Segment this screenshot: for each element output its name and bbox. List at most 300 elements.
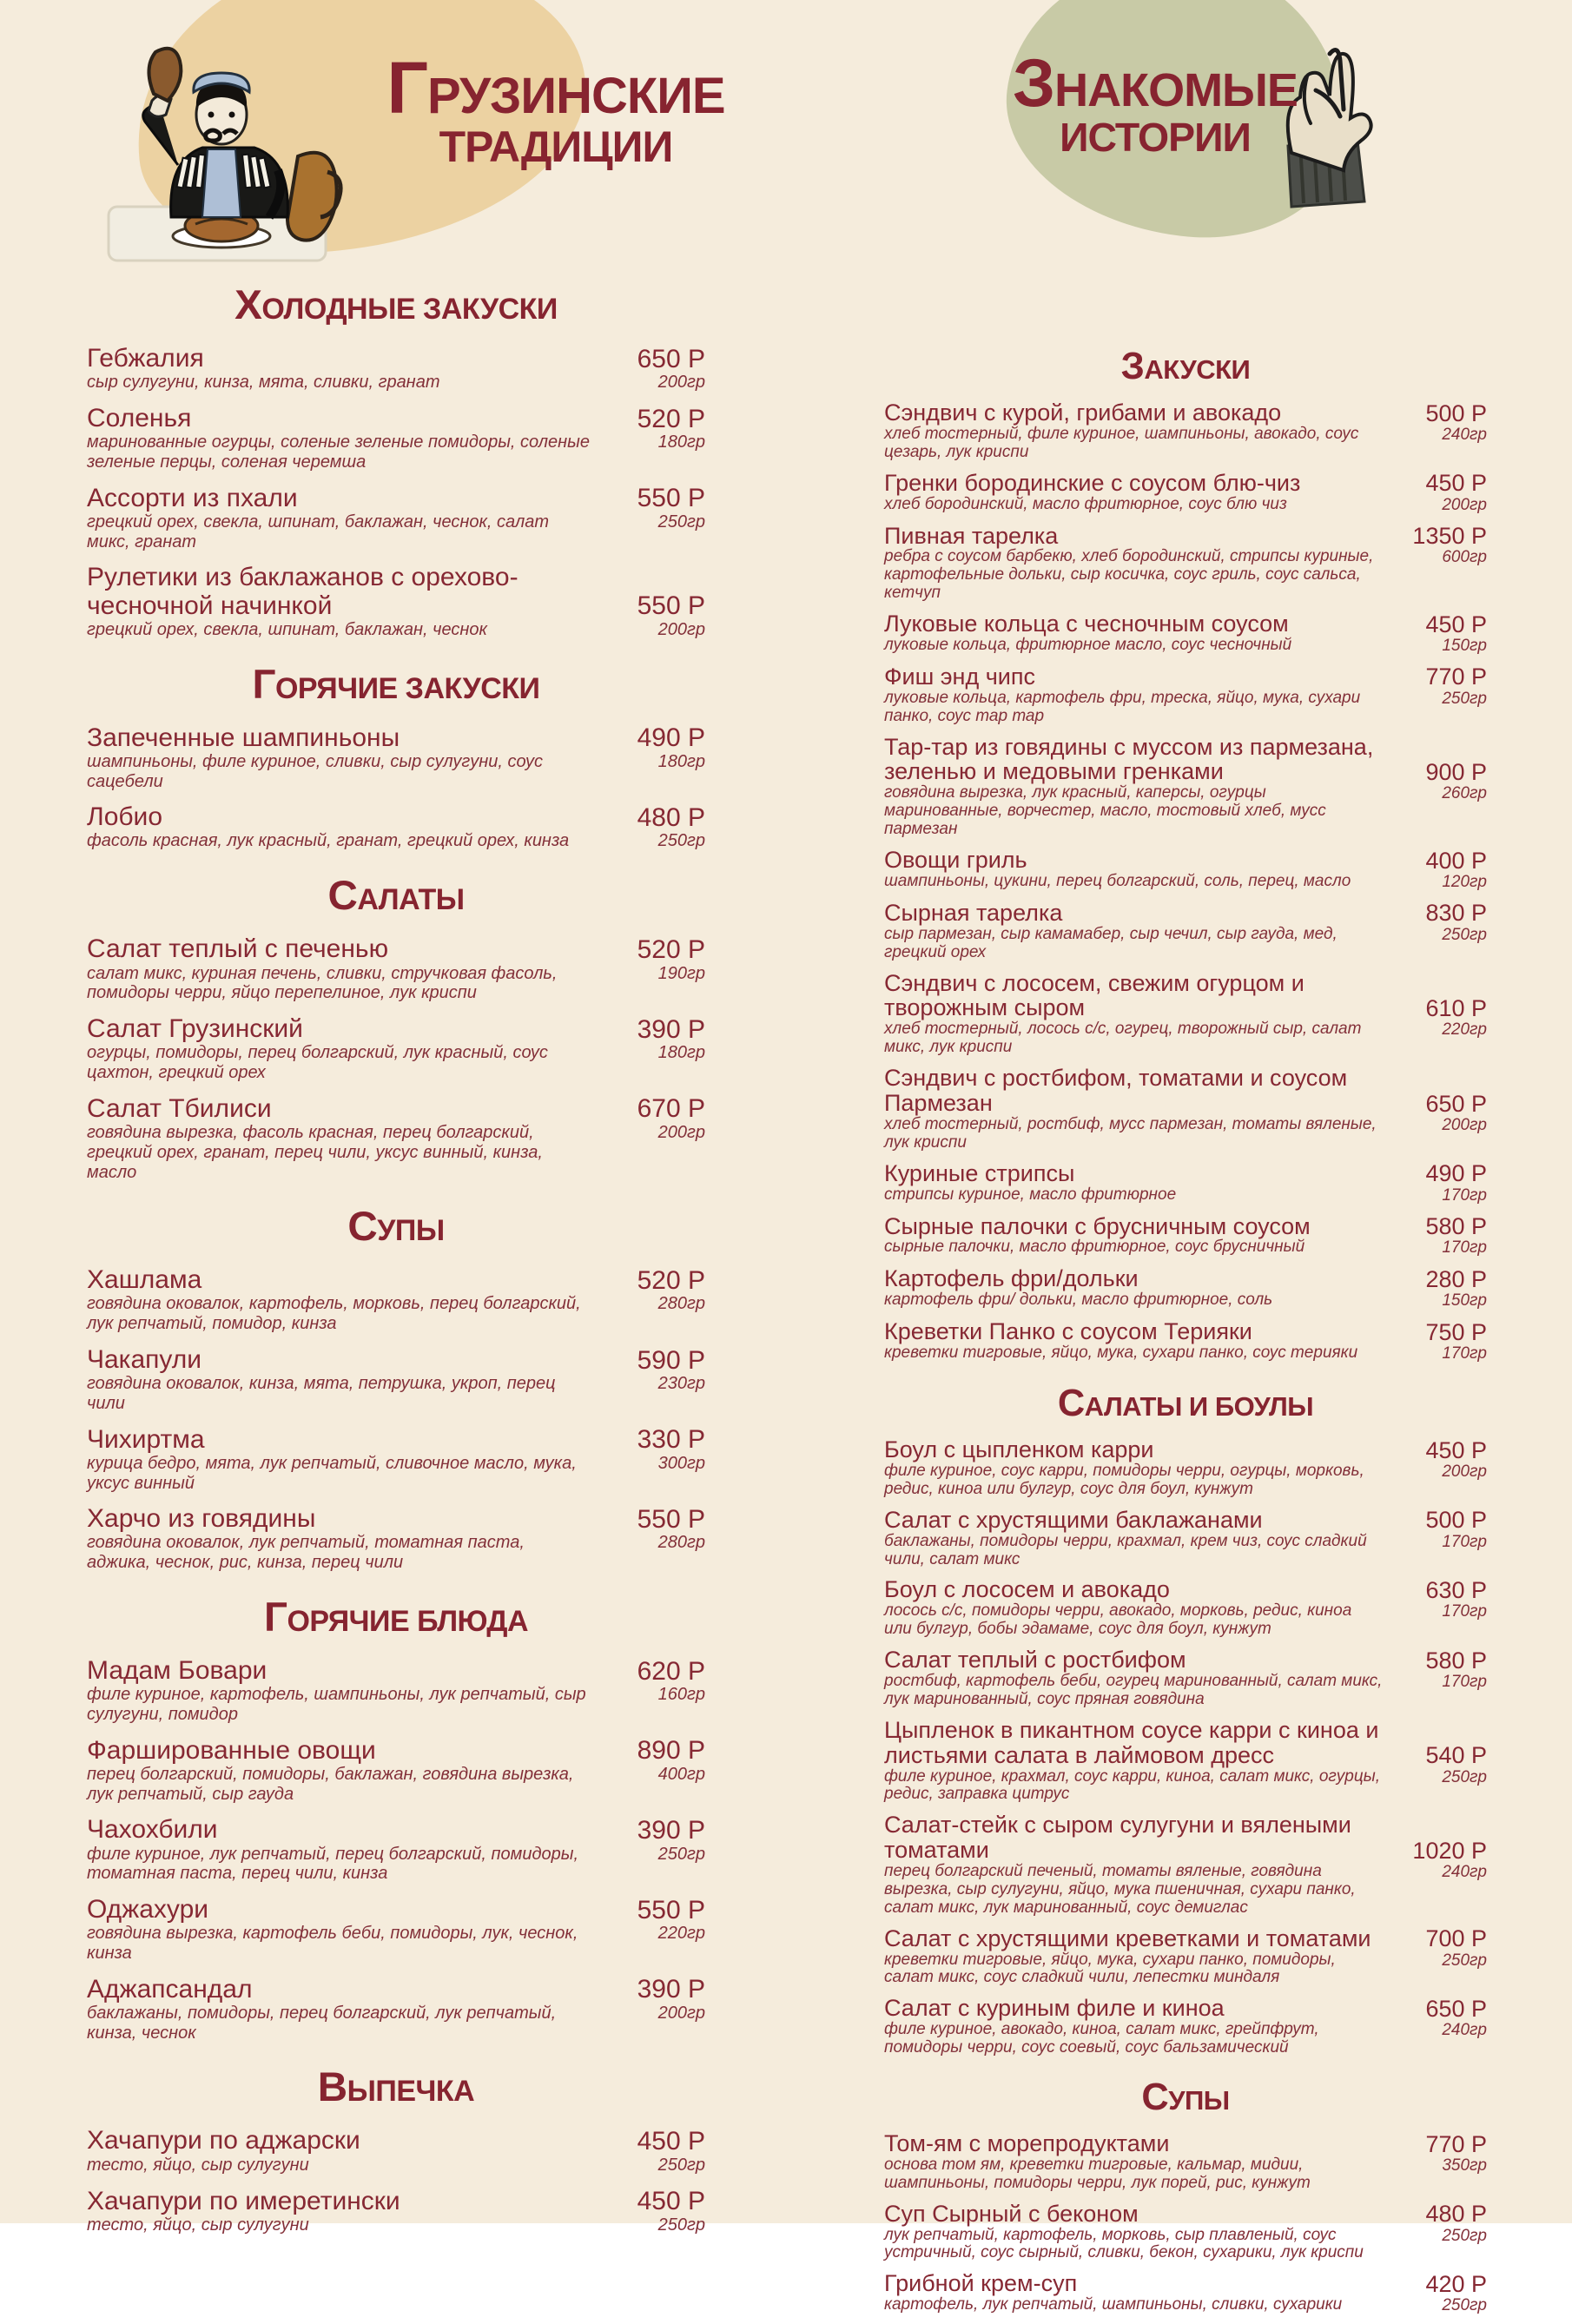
item-description: маринованные огурцы, соленые зеленые помидоры, соленые зеленые перцы, соленая черемша: [87, 432, 590, 472]
item-price: 590 Р: [637, 1345, 705, 1375]
item-desc-weight-row: [884, 496, 1487, 515]
item-name: Чахохбили: [87, 1815, 218, 1845]
item-price: 700 Р: [1425, 1925, 1487, 1952]
item-name-price-row: [884, 848, 1487, 873]
item-name: Фаршированные овощи: [87, 1735, 376, 1765]
item-price: 620 Р: [637, 1656, 705, 1686]
item-name-price-row: [884, 664, 1487, 690]
item-name-price-row: [87, 1816, 705, 1844]
menu-item: [884, 1577, 1487, 1639]
menu-item: [884, 1812, 1487, 1917]
item-weight: 120гр: [1442, 872, 1487, 891]
item-name: Салат с куриным филе и киноа: [884, 1995, 1225, 2022]
item-name-price-row: [884, 2202, 1487, 2227]
item-name: Креветки Панко с соусом Терияки: [884, 1318, 1252, 1345]
item-price: 650 Р: [1425, 1995, 1487, 2022]
section-title: СУПЫ: [347, 1204, 445, 1251]
item-name: Сэндвич с курой, грибами и авокадо: [884, 399, 1282, 426]
item-name-price-row: [884, 1812, 1487, 1863]
item-name-price-row: [884, 901, 1487, 926]
item-description: говядина оковалок, кинза, мята, петрушка, укроп, перец чили: [87, 1374, 556, 1413]
item-weight: 180гр: [657, 432, 705, 452]
item-desc-weight-row: [87, 831, 705, 851]
menu-item: [884, 2131, 1487, 2193]
item-name-price-row: [884, 1214, 1487, 1239]
item-name: Аджапсандал: [87, 1974, 253, 2004]
item-name: Ассорти из пхали: [87, 483, 298, 512]
item-weight: 250гр: [1442, 925, 1487, 944]
menu-item: [87, 1015, 705, 1083]
menu-item: [884, 1508, 1487, 1569]
item-price: 580 Р: [1425, 1647, 1487, 1674]
item-price: 540 Р: [1425, 1742, 1487, 1769]
item-name: Салат теплый с ростбифом: [884, 1647, 1186, 1674]
item-desc-weight-row: [884, 1238, 1487, 1258]
item-desc-weight-row: [87, 1374, 705, 1414]
item-desc-weight-row: [87, 373, 705, 393]
item-desc-weight-row: [884, 873, 1487, 892]
item-price: 550 Р: [637, 591, 705, 621]
menu-item: [884, 901, 1487, 962]
item-weight: 170гр: [1442, 1672, 1487, 1691]
item-price: 280 Р: [1425, 1265, 1487, 1292]
menu-item: [884, 848, 1487, 892]
item-description: шампиньоны, филе куриное, сливки, сыр сулугуни, соус сацебели: [87, 751, 543, 791]
item-name-price-row: [884, 2131, 1487, 2156]
item-name-price-row: [884, 1508, 1487, 1533]
item-price: 450 Р: [637, 2127, 705, 2156]
menu-item: [884, 1266, 1487, 1311]
item-desc-weight-row: [884, 1673, 1487, 1709]
item-weight: 200гр: [657, 619, 705, 639]
item-price: 610 Р: [1425, 994, 1487, 1021]
item-name-price-row: [87, 345, 705, 373]
menu-item: [884, 1161, 1487, 1205]
item-price: 890 Р: [637, 1736, 705, 1766]
item-weight: 170гр: [1442, 1344, 1487, 1363]
logo-line-1: ГРУЗИНСКИЕ: [386, 47, 725, 129]
item-desc-weight-row: [87, 1533, 705, 1573]
item-weight: 200гр: [1442, 1462, 1487, 1481]
item-weight: 170гр: [1442, 1238, 1487, 1258]
item-price: 520 Р: [637, 935, 705, 965]
menu-item: [87, 935, 705, 1003]
item-weight: 170гр: [1442, 1185, 1487, 1205]
item-desc-weight-row: [884, 1863, 1487, 1918]
item-weight: 240гр: [1442, 425, 1487, 444]
item-weight: 400гр: [657, 1764, 705, 1784]
item-desc-weight-row: [884, 1951, 1487, 1988]
menu-item: [884, 1066, 1487, 1152]
section-title: ХОЛОДНЫЕ ЗАКУСКИ: [234, 282, 558, 328]
item-desc-weight-row: [884, 1020, 1487, 1057]
item-weight: 150гр: [1442, 1291, 1487, 1311]
item-name: Боул с цыпленком карри: [884, 1436, 1154, 1463]
item-description: говядина оковалок, картофель, морковь, перец болгарский, лук репчатый, помидор, кинза: [87, 1294, 581, 1334]
item-name-price-row: [87, 1896, 705, 1924]
item-name: Куриные стрипсы: [884, 1159, 1075, 1186]
item-price: 480 Р: [637, 802, 705, 832]
menu-section: [87, 872, 705, 1182]
item-name: Соленья: [87, 404, 192, 433]
item-name: Хачапури по аджарски: [87, 2126, 360, 2156]
item-description: сырные палочки, масло фритюрное, соус брусничный: [884, 1238, 1305, 1257]
menu-item: [884, 2202, 1487, 2263]
item-price: 490 Р: [637, 723, 705, 753]
item-name: Грибной крем-суп: [884, 2270, 1078, 2297]
item-name: Картофель фри/дольки: [884, 1265, 1139, 1292]
item-name: Оджахури: [87, 1895, 209, 1925]
item-weight: 200гр: [657, 2003, 705, 2023]
item-price: 1020 Р: [1412, 1837, 1487, 1864]
item-weight: 180гр: [657, 1043, 705, 1063]
item-name: Луковые кольца с чесночным соусом: [884, 611, 1289, 637]
item-weight: 600гр: [1442, 548, 1487, 567]
item-description: сыр пармезан, сыр камамабер, сыр чечил, сыр гауда, мед, грецкий орех: [884, 924, 1338, 961]
item-weight: 170гр: [1442, 1532, 1487, 1551]
item-weight: 200гр: [1442, 495, 1487, 514]
item-weight: 240гр: [1442, 2021, 1487, 2040]
menu-item: [87, 2127, 705, 2175]
item-price: 390 Р: [637, 1816, 705, 1845]
menu-item: [87, 1976, 705, 2043]
item-desc-weight-row: [884, 784, 1487, 839]
item-name: Запеченные шампиньоны: [87, 723, 400, 752]
item-name-price-row: [87, 485, 705, 512]
item-price: 630 Р: [1425, 1576, 1487, 1603]
menu-section: [884, 2076, 1487, 2315]
menu-item: [884, 1437, 1487, 1499]
item-weight: 250гр: [657, 2155, 705, 2175]
menu-item: [884, 1319, 1487, 1363]
item-name: Сэндвич с лососем, свежим огурцом и творожным сыром: [884, 969, 1304, 1021]
item-desc-weight-row: [884, 1344, 1487, 1363]
item-name: Овощи гриль: [884, 847, 1027, 874]
menu-item: [87, 1896, 705, 1964]
item-name: Гренки бородинские с соусом блю-чиз: [884, 469, 1301, 496]
item-desc-weight-row: [884, 1533, 1487, 1569]
item-price: 450 Р: [637, 2187, 705, 2216]
column-georgian-traditions: [87, 261, 705, 2248]
item-description: грецкий орех, свекла, шпинат, баклажан, чеснок: [87, 619, 487, 639]
menu-item: [87, 1266, 705, 1334]
item-name-price-row: [87, 1737, 705, 1765]
menu-item: [87, 564, 705, 639]
item-name: Том-ям с морепродуктами: [884, 2130, 1170, 2157]
menu-item: [87, 1657, 705, 1725]
menu-item: [884, 1214, 1487, 1258]
item-weight: 250гр: [1442, 1951, 1487, 1970]
item-description: филе куриное, крахмал, соус карри, киноа, салат микс, огурцы, редис, заправка цитрус: [884, 1766, 1380, 1804]
item-name-price-row: [884, 611, 1487, 637]
item-price: 550 Р: [637, 1895, 705, 1925]
item-name-price-row: [884, 1996, 1487, 2021]
section-title: САЛАТЫ И БОУЛЫ: [1057, 1383, 1314, 1425]
menu-item: [87, 485, 705, 552]
item-name-price-row: [884, 2271, 1487, 2296]
item-price: 420 Р: [1425, 2270, 1487, 2297]
item-price: 450 Р: [1425, 470, 1487, 497]
item-description: хлеб тостерный, ростбиф, мусс пармезан, томаты вяленые, лук криспи: [884, 1114, 1377, 1152]
menu-item: [87, 1426, 705, 1494]
item-weight: 300гр: [657, 1453, 705, 1473]
menu-item: [87, 2188, 705, 2235]
item-price: 580 Р: [1425, 1213, 1487, 1240]
item-desc-weight-row: [87, 1924, 705, 1964]
item-price: 390 Р: [637, 1975, 705, 2004]
item-desc-weight-row: [87, 1454, 705, 1494]
item-desc-weight-row: [884, 1116, 1487, 1152]
item-desc-weight-row: [87, 2004, 705, 2043]
item-weight: 280гр: [657, 1533, 705, 1553]
item-name: Рулетики из баклажанов с орехово-чесночной начинкой: [87, 563, 518, 620]
item-weight: 280гр: [657, 1294, 705, 1314]
item-desc-weight-row: [87, 1294, 705, 1334]
item-description: говядина вырезка, фасоль красная, перец болгарский, грецкий орех, гранат, перец чили, уксус винный, кинза, масло: [87, 1122, 543, 1182]
menu-section: [87, 1203, 705, 1573]
item-price: 500 Р: [1425, 399, 1487, 426]
item-price: 1350 Р: [1412, 523, 1487, 550]
item-description: салат микс, куриная печень, сливки, стручковая фасоль, помидоры черри, яйцо перепелиное, лук криспи: [87, 963, 558, 1003]
item-name: Лобио: [87, 802, 162, 832]
item-name-price-row: [87, 1657, 705, 1685]
item-description: хлеб тостерный, филе куриное, шампиньоны, авокадо, соус цезарь, лук криспи: [884, 424, 1359, 461]
item-price: 520 Р: [637, 404, 705, 433]
item-weight: 250гр: [1442, 2296, 1487, 2315]
menu-item: [87, 345, 705, 393]
item-name: Гебжалия: [87, 344, 204, 373]
item-weight: 200гр: [1442, 1115, 1487, 1134]
item-weight: 200гр: [657, 1122, 705, 1142]
header-georgian-traditions: [87, 0, 799, 295]
section-title: ГОРЯЧИЕ ЗАКУСКИ: [252, 661, 540, 708]
menu-item: [87, 405, 705, 472]
item-description: перец болгарский, помидоры, баклажан, говядина вырезка, лук репчатый, сыр гауда: [87, 1764, 574, 1804]
item-desc-weight-row: [87, 964, 705, 1004]
item-weight: 230гр: [657, 1374, 705, 1394]
item-name: Тар-тар из говядины с муссом из пармезана, зеленью и медовыми гренками: [884, 733, 1374, 785]
item-desc-weight-row: [884, 548, 1487, 603]
menu-section: [87, 1594, 705, 2043]
item-description: креветки тигровые, яйцо, мука, сухари панко, соус терияки: [884, 1344, 1358, 1363]
item-weight: 150гр: [1442, 636, 1487, 655]
item-name: Сэндвич с ростбифом, томатами и соусом Пармезан: [884, 1065, 1348, 1116]
item-desc-weight-row: [87, 2156, 705, 2175]
item-name-price-row: [884, 1319, 1487, 1344]
menu-item: [87, 1346, 705, 1414]
item-description: хлеб бородинский, масло фритюрное, соус блю чиз: [884, 494, 1287, 513]
item-desc-weight-row: [87, 1765, 705, 1805]
logo-title-right: [990, 44, 1320, 161]
menu-section: [884, 1383, 1487, 2057]
item-weight: 260гр: [1442, 784, 1487, 803]
item-name-price-row: [884, 1647, 1487, 1673]
item-desc-weight-row: [884, 2227, 1487, 2263]
item-name-price-row: [884, 1926, 1487, 1951]
item-name-price-row: [884, 471, 1487, 496]
item-price: 830 Р: [1425, 900, 1487, 927]
menu-item: [884, 1647, 1487, 1709]
section-title: ВЫПЕЧКА: [317, 2064, 475, 2111]
item-description: говядина вырезка, картофель беби, помидоры, лук, чеснок, кинза: [87, 1924, 578, 1963]
item-price: 650 Р: [637, 344, 705, 373]
item-description: луковые кольца, фритюрное масло, соус чесночный: [884, 635, 1292, 654]
georgian-man-illustration: [91, 17, 360, 269]
item-price: 450 Р: [1425, 1436, 1487, 1463]
item-description: огурцы, помидоры, перец болгарский, лук красный, соус цахтон, грецкий орех: [87, 1043, 548, 1083]
item-name-price-row: [884, 1266, 1487, 1291]
item-name-price-row: [87, 1426, 705, 1454]
item-description: курица бедро, мята, лук репчатый, сливочное масло, мука, уксус винный: [87, 1453, 577, 1493]
item-price: 520 Р: [637, 1265, 705, 1295]
item-name: Салат теплый с печенью: [87, 934, 389, 964]
item-name-price-row: [87, 1505, 705, 1533]
item-description: тесто, яйцо, сыр сулугуни: [87, 2155, 309, 2175]
logo-line-2: ИСТОРИИ: [1060, 115, 1251, 161]
menu-item: [884, 664, 1487, 726]
item-desc-weight-row: [884, 926, 1487, 962]
menu-item: [87, 1816, 705, 1884]
item-description: говядина вырезка, лук красный, каперсы, огурцы маринованные, ворчестер, масло, тостовый хлеб, мусс пармезан: [884, 783, 1326, 839]
menu-item: [884, 1718, 1487, 1805]
item-desc-weight-row: [884, 1768, 1487, 1805]
header-familiar-stories: [886, 0, 1494, 295]
item-description: баклажаны, помидоры, перец болгарский, лук репчатый, кинза, чеснок: [87, 2003, 557, 2043]
item-desc-weight-row: [87, 1685, 705, 1725]
menu-item: [884, 1996, 1487, 2057]
menu-item: [884, 471, 1487, 515]
item-name: Цыпленок в пикантном соусе карри с киноа и листьями салата в лаймовом дресс: [884, 1716, 1379, 1768]
item-desc-weight-row: [884, 2156, 1487, 2193]
menu-item: [884, 971, 1487, 1058]
item-price: 670 Р: [637, 1094, 705, 1124]
item-name-price-row: [884, 1718, 1487, 1768]
item-desc-weight-row: [884, 1462, 1487, 1499]
item-name-price-row: [87, 935, 705, 963]
section-title: САЛАТЫ: [327, 873, 465, 920]
item-name-price-row: [884, 1437, 1487, 1462]
item-weight: 250гр: [1442, 1767, 1487, 1786]
item-description: ребра с соусом барбекю, хлеб бородинский, стрипсы куриные, картофельные дольки, сыр косичка, соус гриль, соус сальса, кетчуп: [884, 547, 1374, 603]
item-description: картофель, лук репчатый, шампиньоны, сливки, сухарики: [884, 2295, 1343, 2314]
item-weight: 250гр: [1442, 689, 1487, 708]
item-name: Харчо из говядины: [87, 1504, 316, 1534]
item-name-price-row: [87, 564, 705, 619]
item-price: 550 Р: [637, 484, 705, 513]
item-price: 490 Р: [1425, 1160, 1487, 1187]
item-name: Пивная тарелка: [884, 522, 1059, 549]
item-description: тесто, яйцо, сыр сулугуни: [87, 2215, 309, 2235]
item-name: Салат Тбилиси: [87, 1093, 272, 1123]
item-price: 550 Р: [637, 1504, 705, 1534]
item-description: лук репчатый, картофель, морковь, сыр плавленый, соус устричный, соус сырный, сливки, бекон, сухарики, лук криспи: [884, 2225, 1364, 2262]
item-description: ростбиф, картофель беби, огурец маринованный, салат микс, лук маринованный, соус пряная говядина: [884, 1671, 1383, 1708]
menu-item: [884, 524, 1487, 604]
menu-section: [884, 346, 1487, 1363]
menu-item: [87, 1737, 705, 1805]
item-name: Салат Грузинский: [87, 1014, 303, 1044]
section-title: СУПЫ: [1141, 2076, 1230, 2119]
item-name-price-row: [87, 1095, 705, 1123]
item-desc-weight-row: [87, 1043, 705, 1083]
item-name: Хашлама: [87, 1265, 202, 1295]
item-name-price-row: [87, 1266, 705, 1294]
item-description: филе куриное, авокадо, киноа, салат микс, грейпфрут, помидоры черри, соус соевый, соус бальзамический: [884, 2020, 1319, 2057]
item-description: говядина оковалок, лук репчатый, томатная паста, аджика, чеснок, рис, кинза, перец чили: [87, 1533, 525, 1573]
item-name-price-row: [884, 1161, 1487, 1186]
item-desc-weight-row: [884, 2296, 1487, 2315]
item-description: креветки тигровые, яйцо, мука, сухари панко, помидоры, салат микс, соус сладкий чили, лепестки миндаля: [884, 1950, 1336, 1987]
item-description: филе куриное, лук репчатый, перец болгарский, помидоры, томатная паста, перец чили, кинза: [87, 1844, 579, 1884]
menu-section: [87, 281, 705, 640]
item-name-price-row: [884, 1066, 1487, 1116]
item-name-price-row: [884, 524, 1487, 549]
item-name-price-row: [884, 1577, 1487, 1602]
section-title: ЗАКУСКИ: [1120, 346, 1251, 387]
item-price: 770 Р: [1425, 2130, 1487, 2157]
item-name-price-row: [884, 400, 1487, 426]
item-name: Чакапули: [87, 1344, 201, 1374]
item-desc-weight-row: [884, 1291, 1487, 1311]
menu-section: [87, 2063, 705, 2235]
item-description: шампиньоны, цукини, перец болгарский, соль, перец, масло: [884, 871, 1351, 890]
item-desc-weight-row: [884, 1186, 1487, 1205]
item-weight: 250гр: [657, 2215, 705, 2235]
menu-item: [884, 2271, 1487, 2315]
item-weight: 160гр: [657, 1685, 705, 1705]
item-weight: 250гр: [657, 1844, 705, 1864]
item-description: филе куриное, соус карри, помидоры черри, огурцы, морковь, редис, киноа или булгур, соус для боул, кунжут: [884, 1462, 1364, 1498]
item-name-price-row: [87, 724, 705, 752]
menu-item: [884, 400, 1487, 462]
logo-line-2: ТРАДИЦИИ: [439, 122, 673, 171]
item-desc-weight-row: [884, 637, 1487, 656]
item-price: 400 Р: [1425, 847, 1487, 874]
menu-item: [87, 803, 705, 851]
item-name: Салат с хрустящими баклажанами: [884, 1506, 1263, 1533]
item-description: сыр сулугуни, кинза, мята, сливки, гранат: [87, 373, 440, 393]
item-name: Сырные палочки с брусничным соусом: [884, 1212, 1311, 1239]
item-price: 900 Р: [1425, 759, 1487, 786]
item-name-price-row: [87, 405, 705, 432]
item-name: Мадам Бовари: [87, 1656, 268, 1686]
item-description: хлеб тостерный, лосось с/с, огурец, творожный сыр, салат микс, лук криспи: [884, 1020, 1362, 1057]
item-desc-weight-row: [87, 2215, 705, 2235]
item-desc-weight-row: [884, 2021, 1487, 2057]
menu-item: [884, 611, 1487, 656]
item-weight: 350гр: [1442, 2156, 1487, 2175]
item-name-price-row: [87, 1015, 705, 1043]
item-name-price-row: [87, 803, 705, 831]
item-price: 750 Р: [1425, 1318, 1487, 1345]
item-name: Фиш энд чипс: [884, 663, 1035, 690]
menu-item: [87, 724, 705, 792]
item-price: 480 Р: [1425, 2201, 1487, 2228]
item-description: фасоль красная, лук красный, гранат, грецкий орех, кинза: [87, 831, 570, 851]
item-price: 390 Р: [637, 1014, 705, 1044]
menu-item: [87, 1095, 705, 1182]
item-name-price-row: [87, 2188, 705, 2215]
item-desc-weight-row: [87, 1123, 705, 1182]
section-title: ГОРЯЧИЕ БЛЮДА: [263, 1594, 529, 1641]
item-description: грецкий орех, свекла, шпинат, баклажан, чеснок, салат микс, гранат: [87, 512, 550, 551]
menu-item: [87, 1505, 705, 1573]
item-description: луковые кольца, картофель фри, треска, яйцо, мука, сухари панко, соус тар тар: [884, 688, 1361, 725]
item-weight: 220гр: [1442, 1020, 1487, 1040]
item-desc-weight-row: [87, 512, 705, 552]
item-description: стрипсы куриное, масло фритюрное: [884, 1185, 1177, 1204]
item-name-price-row: [884, 735, 1487, 785]
